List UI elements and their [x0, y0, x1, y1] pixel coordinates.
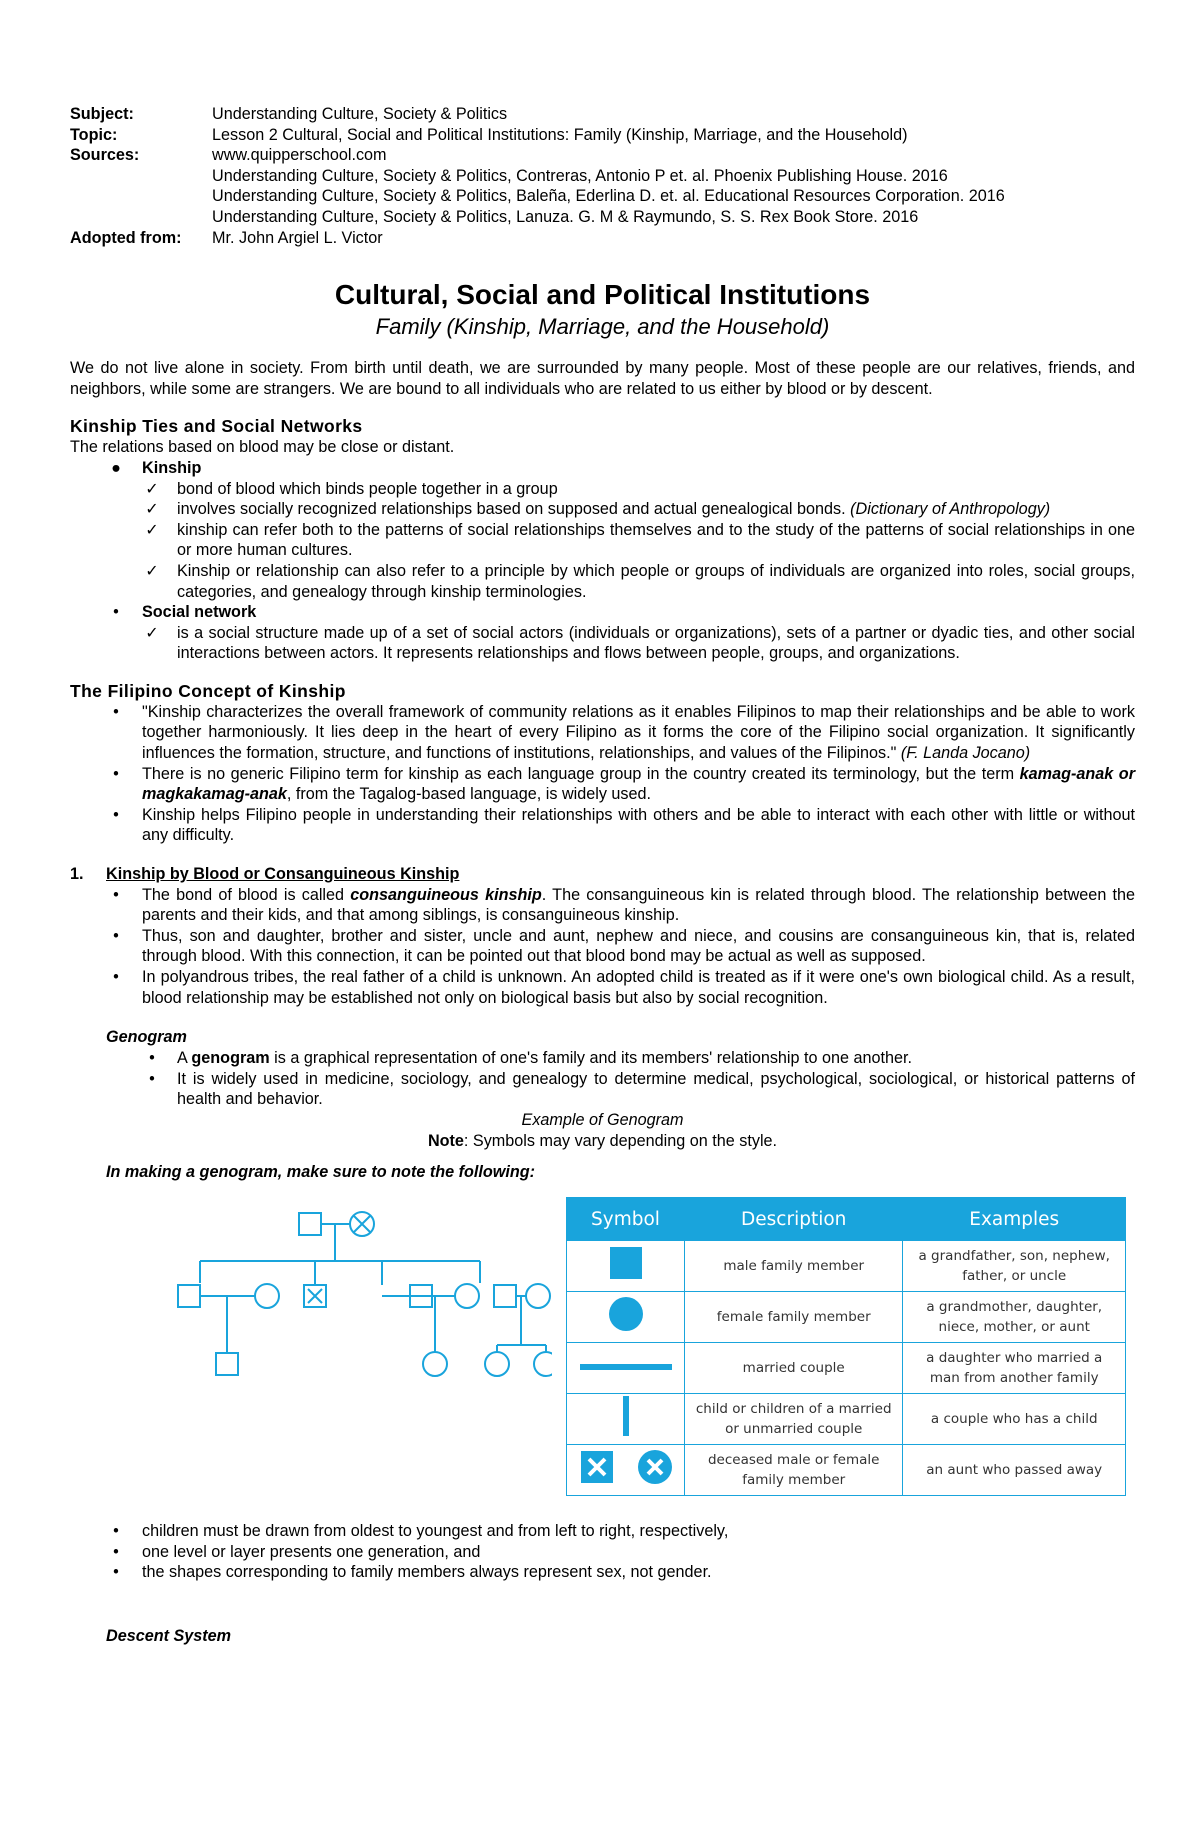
list-item: ✓ bond of blood which binds people together in a group — [70, 479, 1135, 500]
check-icon: ✓ — [145, 623, 159, 642]
table-row — [567, 1343, 1126, 1394]
grandchild-female-symbol — [485, 1352, 509, 1376]
intro-paragraph: We do not live alone in society. From birth until death, we are surrounded by many people. Most of these people are our relatives, friends, and neighbors, while some are strangers. We are bound to all individuals who are related to us either by blood or by descent. — [70, 359, 1135, 398]
sources-label: Sources: — [70, 146, 140, 165]
bullet-icon: • — [113, 968, 119, 986]
list-item: ✓ involves socially recognized relationships based on supposed and actual genealogical bonds. (Dictionary of Anthropology) — [70, 499, 1135, 520]
daughter-symbol — [455, 1284, 479, 1308]
list-item: • It is widely used in medicine, sociology, and genealogy to determine medical, psychological, sociological, or historical patterns of health and behavior. — [70, 1069, 1135, 1110]
genogram-list — [70, 1048, 1135, 1110]
genogram-example-caption: Example of Genogram — [521, 1110, 684, 1129]
table-header-row — [567, 1198, 1126, 1241]
column-header: Examples — [903, 1198, 1126, 1241]
symbol-cell — [567, 1292, 685, 1343]
source-item[interactable]: www.quipperschool.com — [212, 146, 387, 165]
bullet-icon: • — [113, 885, 119, 904]
check-icon: ✓ — [145, 479, 159, 498]
symbol-cell — [567, 1241, 685, 1292]
son-symbol — [494, 1285, 516, 1307]
column-header: Symbol — [567, 1198, 685, 1241]
description-cell: child or children of a married or unmarried couple — [685, 1394, 903, 1445]
filipino-kinship-heading: The Filipino Concept of Kinship — [70, 680, 346, 701]
genogram-example-diagram — [122, 1209, 552, 1409]
bullet-icon: • — [149, 1049, 155, 1068]
list-item: • "Kinship characterizes the overall framework of community relations as it enables Filipinos to map their relationships and be able to work together harmoniously. It lies deep in the heart of every Filipino as it forms the core of the Filipino social organization. It significantly influences the formation, structure, and functions of institutions, relationships, and values of the Filipinos." (F. Landa Jocano) — [70, 702, 1135, 764]
genogram-instructions-heading: In making a genogram, make sure to note the following: — [106, 1163, 536, 1182]
genogram-heading: Genogram — [106, 1028, 187, 1047]
list-item: • The bond of blood is called consanguineous kinship. The consanguineous kin is related through blood. The relationship between the parents and their kids, and that among siblings, is consanguineous kinship. — [70, 885, 1135, 926]
adopted-value: Mr. John Argiel L. Victor — [212, 228, 383, 247]
genogram-note: Note: Symbols may vary depending on the style. — [427, 1131, 778, 1150]
kinship-ties-lead: The relations based on blood may be close or distant. — [70, 438, 455, 457]
grandchild-female-symbol — [534, 1352, 552, 1376]
topic-value: Lesson 2 Cultural, Social and Political Institutions: Family (Kinship, Marriage, and the Household) — [212, 125, 908, 144]
symbol-cell — [567, 1394, 685, 1445]
source-item: Understanding Culture, Society & Politics, Lanuza. G. M & Raymundo, S. S. Rex Book Store. 2016 — [212, 207, 919, 226]
description-cell: married couple — [685, 1343, 903, 1394]
subject-label: Subject: — [70, 105, 134, 123]
bullet-icon: • — [113, 1542, 119, 1561]
list-item: • children must be drawn from oldest to youngest and from left to right, respectively, — [70, 1521, 1135, 1542]
blood-kinship-list — [70, 885, 1135, 1009]
grandfather-symbol — [299, 1213, 321, 1235]
list-item: • A genogram is a graphical representation of one's family and its members' relationship to one another. — [70, 1048, 1135, 1069]
daughter-in-law-symbol — [526, 1284, 550, 1308]
subject-value: Understanding Culture, Society & Politics — [212, 105, 508, 123]
list-item: ● Kinship — [70, 458, 1135, 479]
bullet-icon: • — [113, 702, 119, 721]
examples-cell: a grandmother, daughter, niece, mother, or aunt — [903, 1292, 1126, 1343]
genogram-figure — [70, 1161, 1135, 1513]
kinship-ties-heading: Kinship Ties and Social Networks — [70, 416, 363, 437]
list-item: • Kinship helps Filipino people in understanding their relationships with others and be able to interact with each other with little or without any difficulty. — [70, 805, 1135, 846]
description-cell: female family member — [685, 1292, 903, 1343]
grandchild-female-symbol — [423, 1352, 447, 1376]
examples-cell: an aunt who passed away — [903, 1445, 1126, 1496]
examples-cell: a grandfather, son, nephew, father, or uncle — [903, 1241, 1126, 1292]
filled-square-icon — [608, 1245, 644, 1281]
bullet-icon: • — [113, 926, 119, 945]
document-meta — [70, 104, 1135, 248]
descent-system-heading: Descent System — [106, 1626, 232, 1645]
source-item: Understanding Culture, Society & Politics, Baleña, Ederlina D. et. al. Educational Resources Corporation. 2016 — [212, 187, 1005, 206]
page-subtitle: Family (Kinship, Marriage, and the Household) — [375, 314, 830, 340]
genogram-rules-list — [70, 1521, 1135, 1583]
list-item: • Thus, son and daughter, brother and sister, uncle and aunt, nephew and niece, and cousins are consanguineous kin, that is, related through blood. With this connection, it can be pointed out that blood bond may be actual as well as supposed. — [70, 926, 1135, 967]
bullet-icon: • — [113, 1522, 119, 1541]
kinship-ties-list — [70, 458, 1135, 664]
examples-cell: a couple who has a child — [903, 1394, 1126, 1445]
column-header: Description — [685, 1198, 903, 1241]
son-symbol — [178, 1285, 200, 1307]
bullet-icon: • — [113, 805, 119, 824]
list-item: • one level or layer presents one generation, and — [70, 1542, 1135, 1563]
deceased-x-icon — [579, 1449, 673, 1485]
topic-label: Topic: — [70, 125, 118, 144]
list-item: • There is no generic Filipino term for kinship as each language group in the country created its terminology, but the term kamag-anak or magkakamag-anak, from the Tagalog-based language, is widely used. — [70, 764, 1135, 805]
adopted-label: Adopted from: — [70, 228, 182, 247]
daughter-in-law-symbol — [255, 1284, 279, 1308]
filipino-kinship-list — [70, 702, 1135, 846]
grandchild-male-symbol — [216, 1353, 238, 1375]
check-icon: ✓ — [145, 561, 159, 580]
list-item: • In polyandrous tribes, the real father of a child is unknown. An adopted child is treated as if it were one's own biological child. As a result, blood relationship may be established not only on biological basis but also by social recognition. — [70, 967, 1135, 1008]
list-item: ✓ kinship can refer both to the patterns of social relationships themselves and to the study of the patterns of social relationships in one or more human cultures. — [70, 520, 1135, 561]
list-item: ✓ is a social structure made up of a set of social actors (individuals or organizations), sets of a partner or dyadic ties, and other social interactions between actors. It represents relationships and flows between people, groups, and organizations. — [70, 623, 1135, 664]
table-row — [567, 1292, 1126, 1343]
vertical-line-icon — [621, 1396, 631, 1436]
list-item: ✓ Kinship or relationship can also refer to a principle by which people or groups of individuals are organized into roles, social groups, categories, and genealogy through kinship terminologies. — [70, 561, 1135, 602]
description-cell: deceased male or female family member — [685, 1445, 903, 1496]
horizontal-line-icon — [580, 1362, 672, 1372]
table-row — [567, 1445, 1126, 1496]
list-item: • Social network — [70, 602, 1135, 623]
source-item: Understanding Culture, Society & Politics, Contreras, Antonio P et. al. Phoenix Publishing House. 2016 — [212, 166, 948, 185]
symbol-cell — [567, 1343, 685, 1394]
bullet-icon: • — [149, 1069, 155, 1088]
description-cell: male family member — [685, 1241, 903, 1292]
bullet-icon: ● — [111, 458, 121, 477]
check-icon: ✓ — [145, 520, 159, 539]
table-row — [567, 1241, 1126, 1292]
examples-cell: a daughter who married a man from another family — [903, 1343, 1126, 1394]
genogram-symbol-table — [566, 1197, 1126, 1496]
bullet-icon: • — [113, 764, 119, 783]
symbol-cell — [567, 1445, 685, 1496]
filled-circle-icon — [607, 1295, 645, 1333]
bullet-icon: • — [113, 603, 119, 622]
bullet-icon: • — [113, 1563, 119, 1582]
check-icon: ✓ — [145, 500, 159, 519]
list-item: • the shapes corresponding to family members always represent sex, not gender. — [70, 1562, 1135, 1583]
section-heading-blood: 1. Kinship by Blood or Consanguineous Kinship — [70, 865, 460, 884]
table-row — [567, 1394, 1126, 1445]
document-page — [70, 104, 1135, 1646]
page-title: Cultural, Social and Political Institutions — [334, 279, 871, 311]
